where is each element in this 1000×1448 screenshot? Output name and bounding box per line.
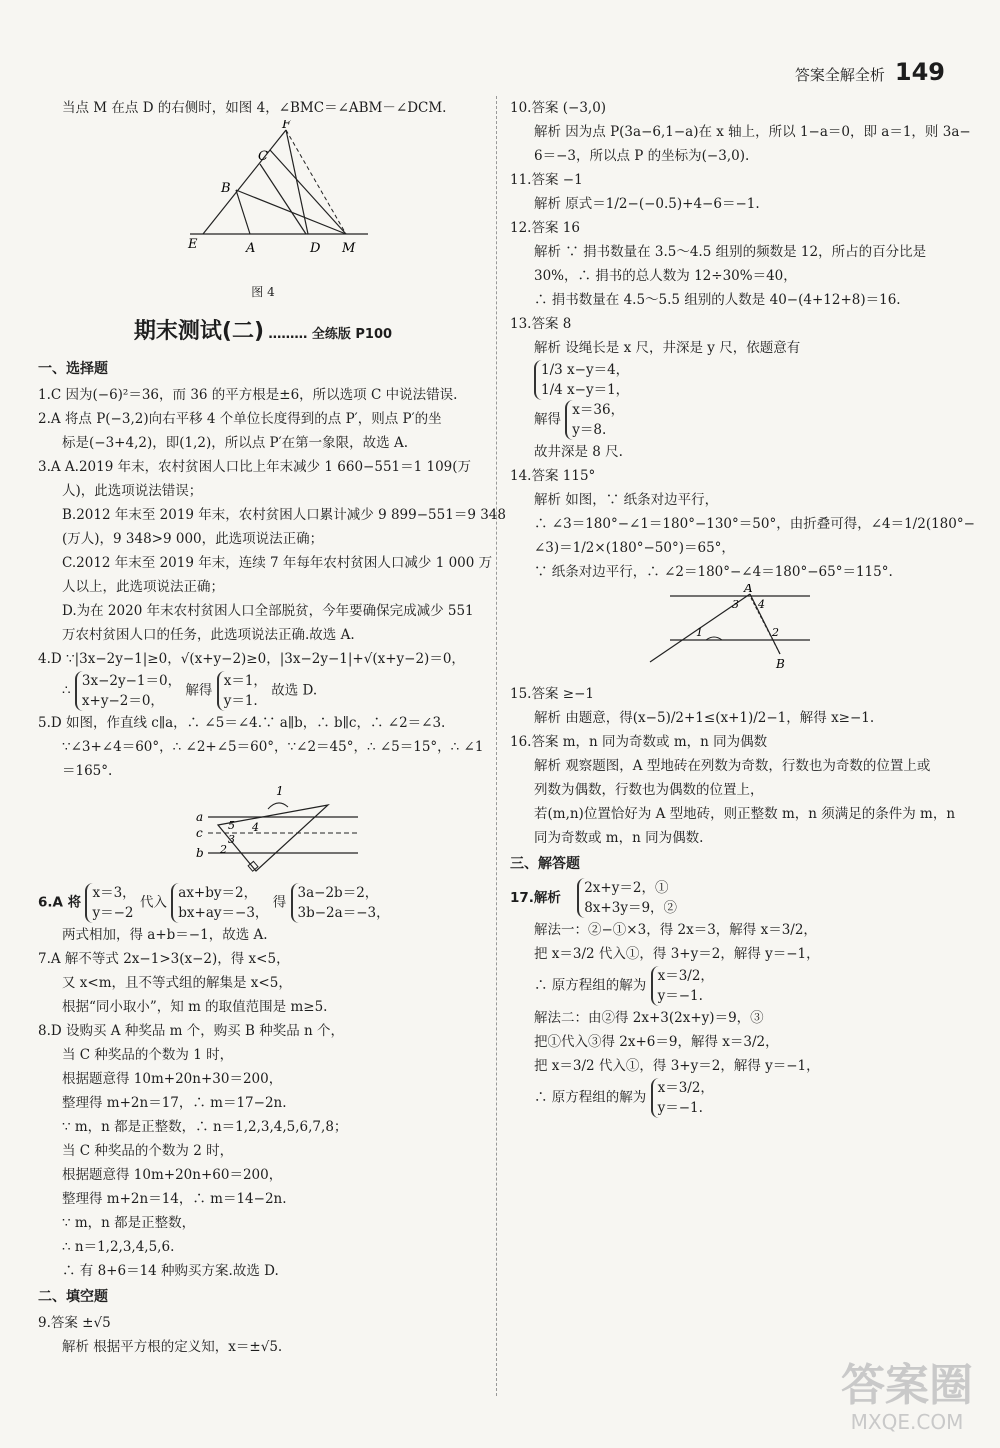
test-title-text: 期末测试(二) [133, 319, 265, 344]
figure-4 [38, 120, 488, 270]
fig4-label-a: A [246, 241, 256, 256]
q5-text-b: ∵∠3+∠4＝60°，∴ ∠2+∠5＝60°，∵∠2＝45°，∴ ∠5＝15°，∴ ∠1 [62, 739, 484, 755]
intro-text: 当点 M 在点 D 的右侧时，如图 4，∠BMC＝∠ABM－∠DCM. [62, 100, 447, 116]
fig14-label-2: 2 [772, 626, 779, 639]
q4-end: 故选 D. [271, 682, 318, 699]
q3-text-e: C.2012 年末至 2019 年末，连续 7 年每年农村贫困人口减少 1 000 万 [62, 555, 493, 571]
q12-analysis-c: ∴ 捐书数量在 4.5～5.5 组别的人数是 40−(4+12+8)＝16. [534, 292, 901, 308]
fig4-label-m: M [342, 241, 356, 256]
q9-answer: 9.答案 ±√5 [38, 1315, 111, 1331]
q7-text-c: 根据“同小取小”，知 m 的取值范围是 m≥5. [62, 999, 328, 1015]
q1-text: 1.C 因为(−6)²＝36，而 36 的平方根是±6，所以选项 C 中说法错误. [38, 387, 458, 403]
q6-r2: 3b−2a＝−3， [297, 905, 390, 921]
q4-sol2: y＝1. [223, 693, 258, 709]
q8-text-g: 根据题意得 10m+20n+60＝200， [62, 1167, 283, 1183]
q8-text-i: ∵ m，n 都是正整数， [62, 1215, 196, 1231]
q4-brace [75, 671, 181, 711]
q3-text-f: 人以上，此选项说法正确； [62, 579, 224, 595]
q13-brace [534, 360, 629, 400]
q3-text-b: 人)，此选项说法错误； [62, 483, 203, 499]
q13-eq1: 1/3 x−y＝4， [541, 362, 630, 378]
q16-answer: 16.答案 m，n 同为奇数或 m，n 同为偶数 [510, 734, 768, 750]
q6-values-brace [85, 883, 135, 923]
fig5-label-4: 4 [252, 821, 259, 834]
q6-r1: 3a−2b＝2， [297, 885, 379, 901]
watermark-url: MXQE.COM [850, 1410, 964, 1434]
q17-method2-a: 解法二：由②得 2x+3(2x+y)＝9，③ [534, 1010, 764, 1026]
q17-solution-word-2: ∴ 原方程组的解为 [534, 1089, 647, 1106]
q14-analysis-c: ∠3)＝1/2×(180°−50°)＝65°， [534, 540, 735, 556]
fig4-label-c: C [258, 149, 268, 164]
q6-result-brace [291, 883, 390, 923]
q16-analysis-c: 若(m,n)位置恰好为 A 型地砖，则正整数 m，n 须满足的条件为 m，n [534, 806, 956, 822]
q3-text-c: B.2012 年末至 2019 年末，农村贫困人口累计减少 9 899−551＝9 348 [62, 507, 506, 523]
q17-brace [577, 878, 677, 918]
q13-solve-word: 解得 [534, 411, 561, 428]
test-title [38, 320, 488, 347]
q17-r1: x＝3/2， [657, 968, 714, 984]
q5-text-c: ＝165°. [62, 763, 113, 779]
q13-r2: y＝8. [572, 422, 607, 438]
q17-method2-d [510, 1078, 965, 1118]
q14-analysis-a: 解析 如图，∵ 纸条对边平行， [534, 492, 719, 508]
q8-text-a: 8.D 设购买 A 种奖品 m 个，购买 B 种奖品 n 个， [38, 1023, 344, 1039]
q6-eq-brace [171, 883, 268, 923]
q17-r2: y＝−1. [657, 988, 703, 1004]
right-column [510, 96, 975, 1118]
q6-v2: y＝−2 [92, 905, 134, 921]
q2-text-a: 2.A 将点 P(−3,2)向右平移 4 个单位长度得到的点 P′，则点 P′的坐 [38, 411, 442, 427]
q17-method1-c [510, 966, 965, 1006]
fig5-label-1: 1 [276, 784, 284, 798]
q13-r1: x＝36， [572, 402, 625, 418]
q3-text-h: 万农村贫困人口的任务，此选项说法正确.故选 A. [62, 627, 355, 643]
q17-method1-a: 解法一：②−①×3，得 2x＝3，解得 x＝3/2， [534, 922, 817, 938]
fig5-label-3: 3 [228, 833, 235, 846]
q3-text-a: 3.A A.2019 年末，农村贫困人口比上年末减少 1 660−551＝1 109(万 [38, 459, 472, 475]
figure-q14 [510, 584, 965, 674]
q5-text-a: 5.D 如图，作直线 c∥a，∴ ∠5＝∠4.∵ a∥b，∴ b∥c，∴ ∠2＝∠3. [38, 715, 446, 731]
left-column [38, 96, 506, 1359]
column-divider [496, 96, 498, 1396]
fig5-label-5: 5 [228, 819, 235, 832]
q9-analysis: 解析 根据平方根的定义知，x＝±√5. [62, 1339, 283, 1355]
q10-analysis-b: 6＝−3，所以点 P 的坐标为(−3,0). [534, 148, 750, 164]
q12-analysis-b: 30%，∴ 捐书的总人数为 12÷30%＝40， [534, 268, 797, 284]
fig4-label-e: E [188, 237, 198, 252]
q11-answer: 11.答案 −1 [510, 172, 583, 188]
q17-method2-b: 把①代入③得 2x+6＝9，解得 x＝3/2， [534, 1034, 779, 1050]
section-heading-choice: 一、选择题 [38, 361, 108, 377]
q16-analysis-a: 解析 观察题图，A 型地砖在列数为奇数，行数也为奇数的位置上或 [534, 758, 931, 774]
fig4-label-f: F [282, 120, 292, 132]
q4-eq1: 3x−2y−1＝0， [81, 673, 182, 689]
q14-analysis-b: ∴ ∠3＝180°−∠1＝180°−130°＝50°，由折叠可得，∠4＝1/2(180°− [534, 516, 975, 532]
q4-solution-brace [217, 671, 267, 711]
section-heading-fill: 二、填空题 [38, 1289, 108, 1305]
fig14-label-b: B [776, 657, 785, 671]
q13-sol-brace [565, 400, 624, 440]
q17-label: 17.解析 [510, 889, 561, 906]
q4-system: ∴ 3x−2y−1＝0， x+y−2＝0， 解得 x＝1， y＝1. 故选 D. [62, 673, 318, 709]
watermark-text: 答案圈 [841, 1360, 973, 1411]
watermark-logo [832, 1362, 982, 1442]
q13-analysis-a: 解析 设绳长是 x 尺，井深是 y 尺，依题意有 [534, 340, 801, 356]
q10-analysis-a: 解析 因为点 P(3a−6,1−a)在 x 轴上，所以 1−a＝0，即 a＝1，则 3a− [534, 124, 971, 140]
q11-analysis: 解析 原式＝1/2−(−0.5)+4−6＝−1. [534, 196, 760, 212]
q12-answer: 12.答案 16 [510, 220, 580, 236]
q8-text-c: 根据题意得 10m+20n+30＝200， [62, 1071, 283, 1087]
fig14-label-a: A [744, 584, 753, 595]
q8-text-k: ∴ 有 8+6＝14 种购买方案.故选 D. [62, 1263, 279, 1279]
fig14-label-3: 3 [732, 598, 739, 611]
q7-text-b: 又 x<m，且不等式组的解集是 x<5， [62, 975, 292, 991]
q6-e2: bx+ay＝−3， [178, 905, 269, 921]
q7-text-a: 7.A 解不等式 2x−1>3(x−2)，得 x<5， [38, 951, 290, 967]
q17-solution-word-1: ∴ 原方程组的解为 [534, 977, 647, 994]
q14-analysis-d: ∵ 纸条对边平行，∴ ∠2＝180°−∠4＝180°−65°＝115°. [534, 564, 893, 580]
fig5-label-c: c [196, 826, 203, 840]
fig14-label-4: 4 [758, 598, 765, 611]
q4-solve-word: 解得 [185, 682, 213, 699]
q8-text-h: 整理得 m+2n＝14，∴ m＝14−2n. [62, 1191, 287, 1207]
q17-sol-brace-1 [651, 966, 714, 1006]
figure-q5 [38, 783, 488, 875]
q8-text-f: 当 C 种奖品的个数为 2 时， [62, 1143, 234, 1159]
q17-eq1: 2x+y＝2，① [584, 880, 669, 896]
q13-answer: 13.答案 8 [510, 316, 572, 332]
fig4-label-b: B [221, 181, 231, 196]
q17-r4: y＝−1. [657, 1100, 703, 1116]
q8-text-b: 当 C 种奖品的个数为 1 时， [62, 1047, 234, 1063]
q13-eq2: 1/4 x−y＝1， [541, 382, 630, 398]
q4-text-a: 4.D ∵|3x−2y−1|≥0，√(x+y−2)≥0，|3x−2y−1|+√(x+y−2)＝0， [38, 651, 465, 667]
fig5-label-a: a [196, 810, 204, 824]
section-heading-solve: 三、解答题 [510, 856, 580, 872]
q13-solution [510, 400, 965, 440]
q8-text-e: ∵ m，n 都是正整数，∴ n＝1,2,3,4,5,6,7,8； [62, 1119, 348, 1135]
fig14-label-1: 1 [696, 626, 703, 639]
q15-answer: 15.答案 ≥−1 [510, 686, 594, 702]
q6-e1: ax+by＝2， [178, 885, 258, 901]
fig5-label-b: b [196, 846, 204, 860]
q6-system [38, 883, 488, 923]
q10-answer: 10.答案 (−3,0) [510, 100, 607, 116]
q4-eq2: x+y−2＝0， [81, 693, 164, 709]
test-title-ref: ……… 全练版 P100 [268, 327, 393, 342]
q17-method1-b: 把 x＝3/2 代入①，得 3+y＝2，解得 y＝−1， [534, 946, 820, 962]
q16-analysis-d: 同为奇数或 m，n 同为偶数. [534, 830, 704, 846]
fig4-label-d: D [310, 241, 321, 256]
q14-answer: 14.答案 115° [510, 468, 596, 484]
q16-analysis-b: 列数为偶数，行数也为偶数的位置上， [534, 782, 764, 798]
section-title: 答案全解全析 [794, 66, 885, 84]
q4-sol1: x＝1， [223, 673, 267, 689]
q13-analysis-c: 故井深是 8 尺. [534, 444, 623, 460]
q13-system [510, 360, 965, 400]
q17-method2-c: 把 x＝3/2 代入①，得 3+y＝2，解得 y＝−1， [534, 1058, 820, 1074]
q6-lead: 6.A 将 [38, 894, 82, 911]
q6-get-word: 得 [272, 894, 287, 911]
q2-text-b: 标是(−3+4,2)，即(1,2)，所以点 P′在第一象限，故选 A. [62, 435, 408, 451]
q15-analysis: 解析 由题意，得(x−5)/2+1≤(x+1)/2−1，解得 x≥−1. [534, 710, 875, 726]
q6-v1: x＝3， [92, 885, 136, 901]
q17-eq2: 8x+3y＝9，② [584, 900, 678, 916]
q8-text-d: 整理得 m+2n＝17，∴ m＝17−2n. [62, 1095, 287, 1111]
page-number: 149 [894, 58, 945, 86]
q12-analysis-a: 解析 ∵ 捐书数量在 3.5～4.5 组别的频数是 12，所占的百分比是 [534, 244, 927, 260]
q6-text-b: 两式相加，得 a+b＝−1，故选 A. [62, 927, 268, 943]
fig5-label-2: 2 [220, 843, 227, 856]
q17-r3: x＝3/2， [657, 1080, 714, 1096]
q3-text-g: D.为在 2020 年末农村贫困人口全部脱贫，今年要确保完成减少 551 [62, 603, 474, 619]
page-header [795, 58, 945, 86]
figure-4-caption: 图 4 [251, 285, 275, 299]
q8-text-j: ∴ n＝1,2,3,4,5,6. [62, 1239, 175, 1255]
q6-sub-word: 代入 [139, 894, 167, 911]
q17-sol-brace-2 [651, 1078, 714, 1118]
q17-system [510, 878, 965, 918]
q3-text-d: (万人)，9 348>9 000，此选项说法正确； [62, 531, 324, 547]
